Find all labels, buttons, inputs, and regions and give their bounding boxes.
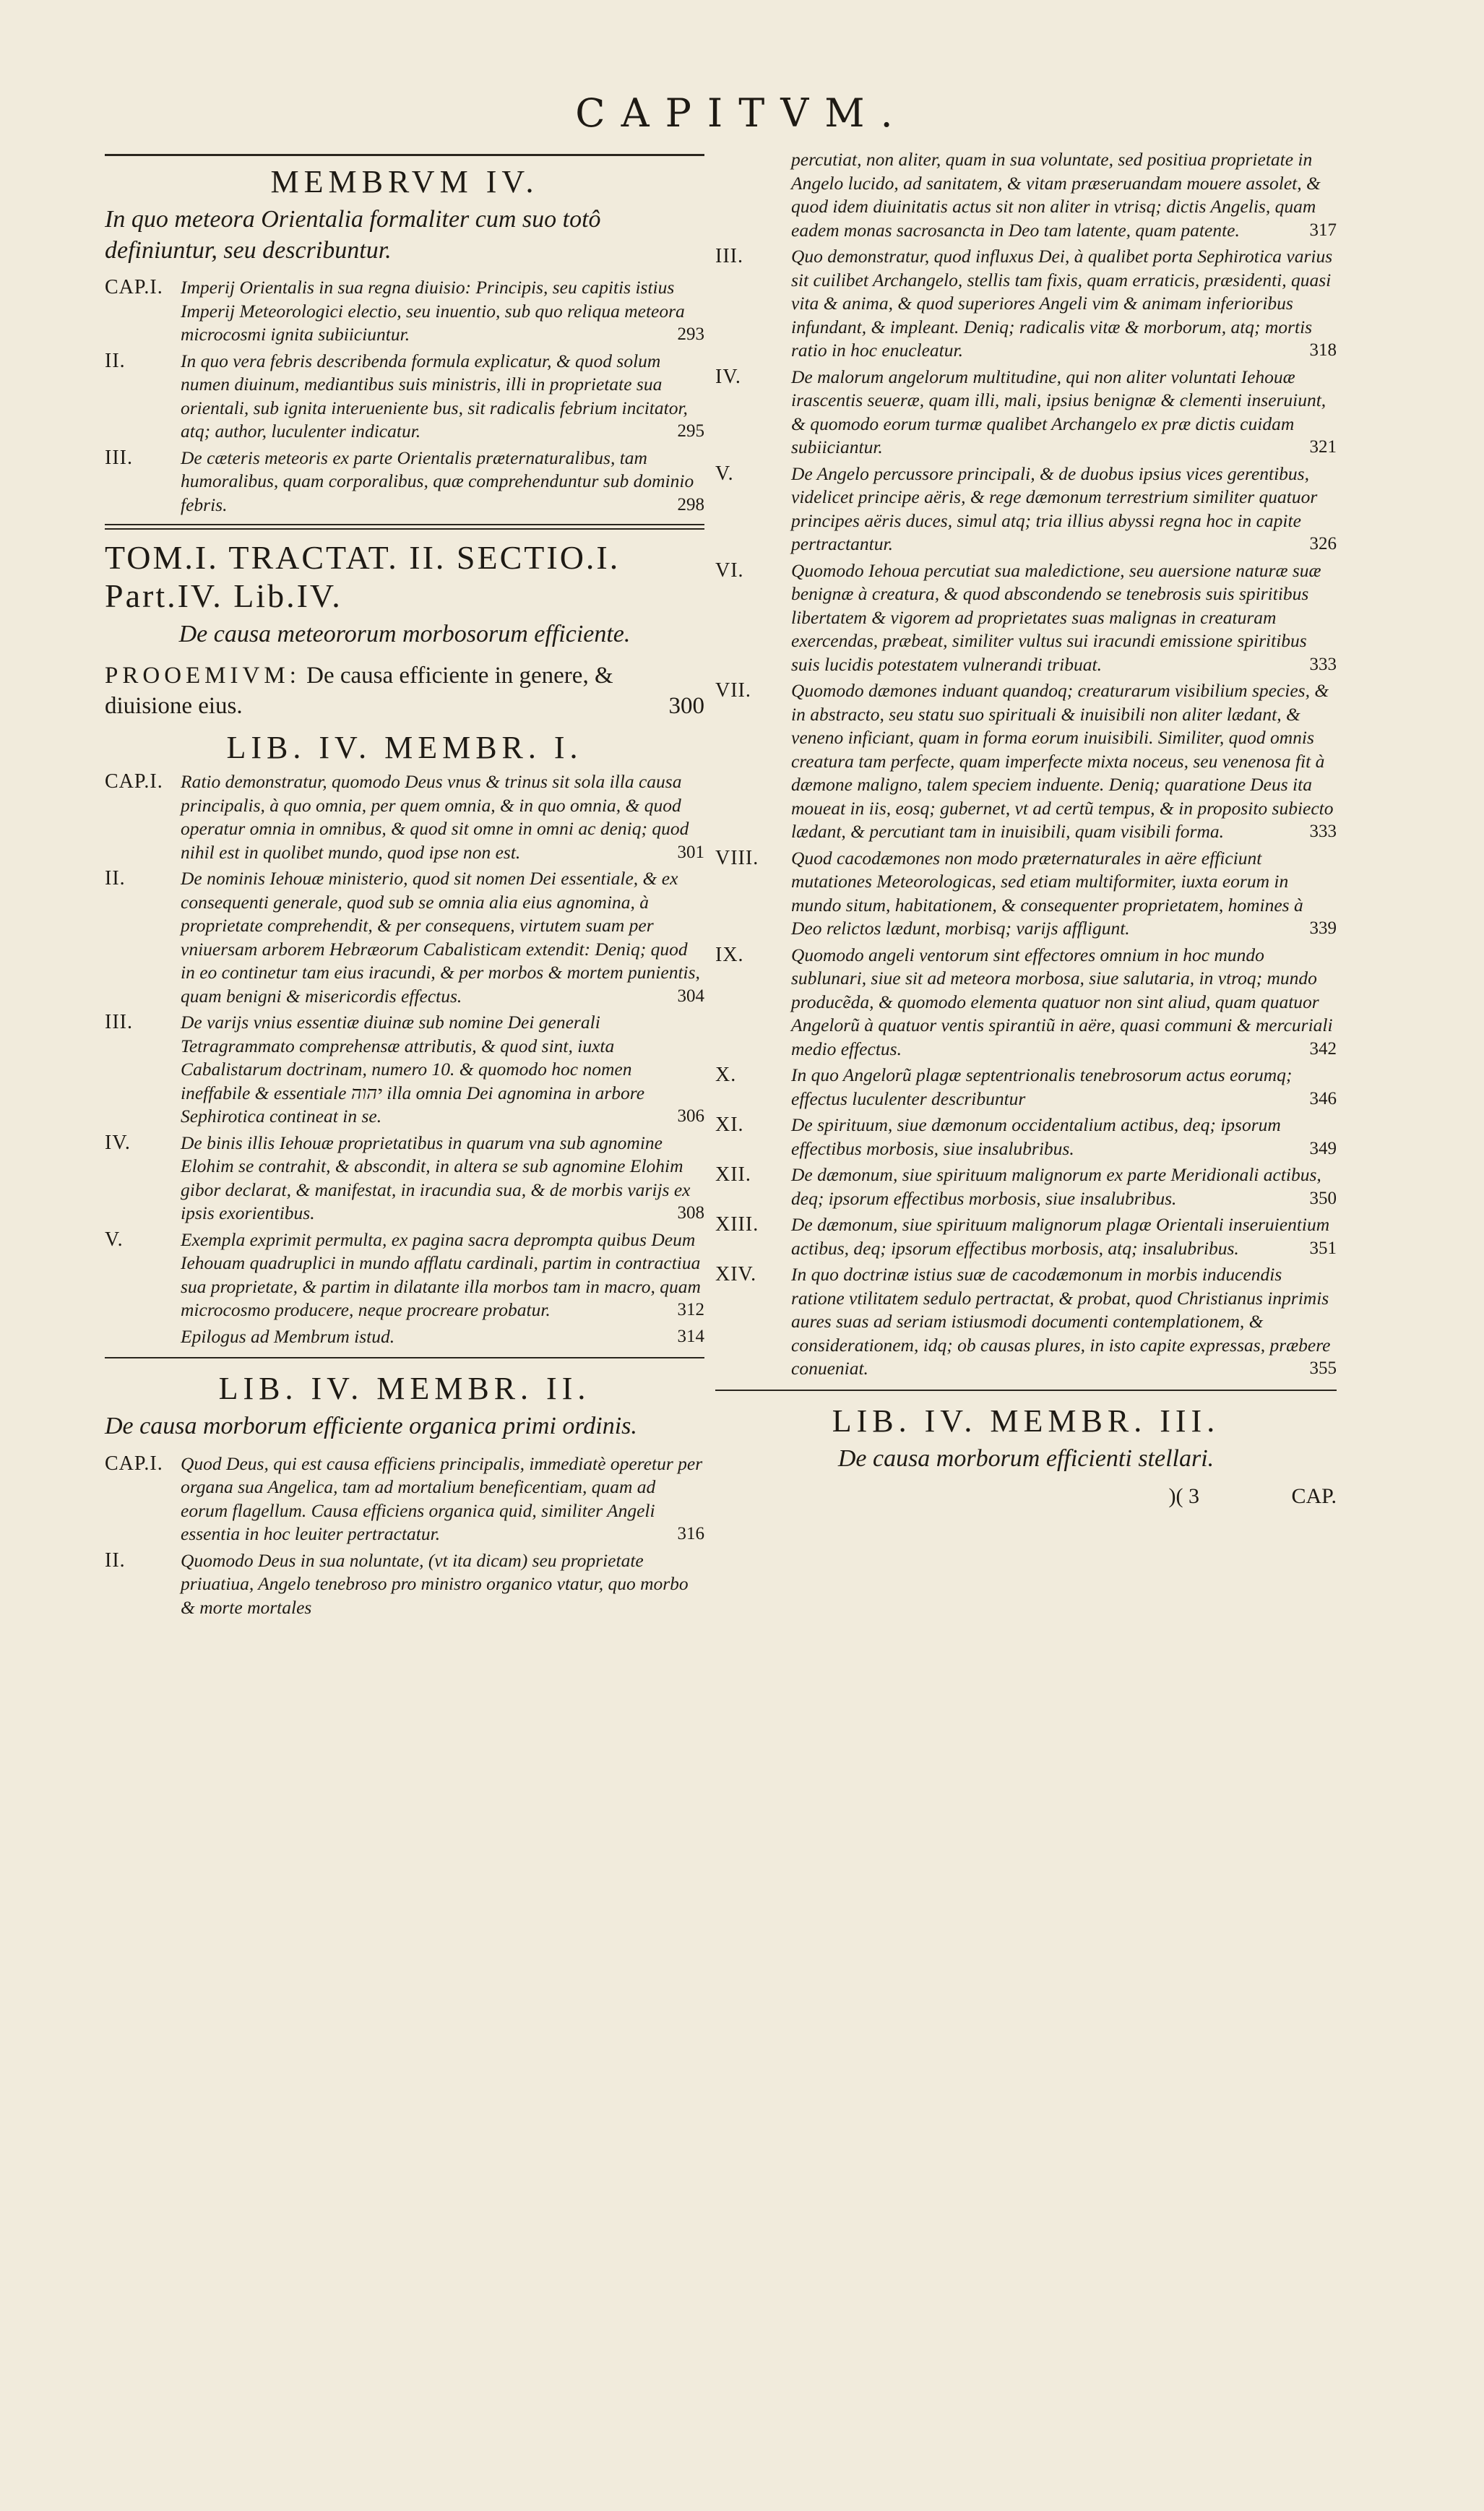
chapter-page-number: 298	[677, 494, 704, 514]
member4-chapter-list	[105, 276, 704, 517]
lib4m1-chapter-entry	[105, 867, 704, 1008]
chapter-number: II.	[105, 1549, 126, 1572]
continued-entry-text: percutiat, non aliter, quam in sua voluntate, sed positiua proprietate in Angelo lucido, ad sanitatem, & vitam præseruandam mouere assolet, & quod idem diuinitatis actus sit non aliter in vtrisq; dictis Angelis, quam eadem monas sacrosancta in Deo tam latente, quam patente.	[791, 149, 1321, 241]
chapter-number: XII.	[715, 1163, 751, 1186]
member4-subtitle: In quo meteora Orientalia formaliter cum suo totô definiuntur, seu describuntur.	[105, 206, 601, 264]
lib4-membr1-chapter-list	[105, 770, 704, 1348]
chapter-description: Quomodo Iehoua percutiat sua maledictione, seu auersione naturæ suæ benignæ à creatura, & quod abscondendo se tenebrosis suis spiritibus libertatem & vigorem ad proprietates suas malignas in creaturam exercendas, præbeat, similiter vultus sui iracundi emissione spiritibus suis lucidis potestatem vulnerandi tribuat.	[791, 559, 1321, 675]
chapter-number: IV.	[105, 1131, 131, 1154]
lib4m2-cont-chapter-entry	[715, 1114, 1337, 1160]
chapter-description: Quomodo dæmones induant quandoq; creaturarum visibilium species, & in abstracto, seu statu suo spirituali & inuisibili non aliter lædant, & veneno inficiant, quam in forma eorum inuisibili. Similiter, quod omnis creatura tam perfecte, quam imperfecte mixta noceus, seu venenosa fit à dæmone maligno, talem speciem induente. Deniq; quaratione Deus ita moueat in iis, eosq; gubernet, vt ad certũ tempus, & in proposito subiecto lædant, & percutiant tam in inuisibili, quam visibili forma.	[791, 680, 1334, 842]
chapter-page-number: 295	[677, 421, 704, 441]
lib4-membr2-subtitle: De causa morborum efficiente organica primi ordinis.	[105, 1413, 637, 1440]
chapter-description: De dæmonum, siue spirituum malignorum ex parte Meridionali actibus, deq; ipsorum effectibus morbosis, siue insalubribus.	[791, 1164, 1321, 1209]
lib4m2-cont-chapter-entry	[715, 847, 1337, 941]
chapter-number: IV.	[715, 365, 741, 388]
chapter-page-number: 355	[1309, 1358, 1337, 1378]
chapter-description: Ratio demonstratur, quomodo Deus vnus & trinus sit sola illa causa principalis, à quo omnia, per quem omnia, & in quo omnia, & quod operatur omnia in omnibus, & quod sit omne in omni ac deniq; quod nihil est in quolibet mundo, quod ipse non est.	[181, 771, 689, 863]
lib4m2-cont-chapter-entry	[715, 559, 1337, 677]
continued-entry	[715, 148, 1337, 242]
chapter-page-number: 333	[1309, 822, 1337, 841]
chapter-page-number: 350	[1309, 1188, 1337, 1208]
member4-chapter-entry	[105, 276, 704, 347]
lib4m2-cont-chapter-entry	[715, 462, 1337, 556]
chapter-page-number: 346	[1309, 1088, 1337, 1108]
chapter-page-number: 304	[677, 986, 704, 1006]
member4-title: MEMBRVM IV.	[270, 164, 539, 199]
chapter-number: XIV.	[715, 1263, 757, 1285]
lib4m1-chapter-entry	[105, 1011, 704, 1129]
section-rule	[105, 524, 704, 530]
chapter-page-number: 301	[677, 842, 704, 862]
chapter-number: VI.	[715, 559, 744, 582]
lib4m1-chapter-entry	[105, 1132, 704, 1226]
chapter-page-number: 342	[1309, 1038, 1337, 1059]
chapter-description: Quod cacodæmones non modo præternaturales in aëre efficiunt mutationes Meteorologicas, sed etiam multiformiter, iuxta eorum in mundo situm, habitationem, & consequenter proprietatem, homines à Deo relictos lædunt, morbisq; varijs affligunt.	[791, 847, 1303, 939]
membr3-rule	[715, 1390, 1337, 1391]
member4-chapter-entry	[105, 447, 704, 517]
lib4-membr3-title: LIB. IV. MEMBR. III.	[832, 1403, 1220, 1439]
chapter-page-number: 316	[677, 1524, 704, 1544]
chapter-description: Quomodo angeli ventorum sint effectores omnium in hoc mundo sublunari, siue sit ad meteora morbosa, siue salutaria, in vtroq; mundo producẽda, & quomodo elementa quatuor non sint aliud, quam quatuor Angelorũ à quatuor ventis spirantiũ in aëre, quasi communi & mercuriali medio effectus.	[791, 944, 1333, 1059]
footer-line	[715, 1484, 1337, 1509]
chapter-number: III.	[715, 245, 743, 267]
chapter-page-number: 333	[1309, 654, 1337, 674]
lib4-membr1-title: LIB. IV. MEMBR. I.	[226, 730, 583, 766]
chapter-number: III.	[105, 1011, 133, 1034]
chapter-description: Quo demonstratur, quod influxus Dei, à qualibet porta Sephirotica varius sit cuilibet Archangelo, stellis tam fixis, quam erraticis, præsidenti, quasi vita & anima, & quod superiores Angeli vim & animam inferioribus infundant, & impleant. Deniq; radicalis vitæ & morborum, atq; mortis ratio in hoc enucleatur.	[791, 246, 1333, 361]
chapter-number: X.	[715, 1064, 737, 1086]
chapter-description: In quo Angelorũ plagæ septentrionalis tenebrosorum actus eorumq; effectus luculenter describuntur	[791, 1064, 1293, 1109]
catchword: CAP.	[1291, 1484, 1337, 1508]
chapter-page-number: 326	[1309, 534, 1337, 554]
prooemium	[105, 660, 704, 723]
right-chapter-list	[715, 245, 1337, 1381]
chapter-page-number: 293	[677, 324, 704, 344]
chapter-page-number: 314	[677, 1326, 704, 1346]
chapter-description: De binis illis Iehouæ proprietatibus in quarum vna sub agnomine Elohim se contrahit, & abscondit, in altera se sub agnomine Elohim gibor declarat, & manifestat, in iracundia sua, & de morbis varijs ex ipsis exorientibus.	[181, 1132, 691, 1224]
lib4-membr2-chapter-list	[105, 1452, 704, 1620]
chapter-description: Exempla exprimit permulta, ex pagina sacra deprompta quibus Deum Iehouam quadruplici in mundo afflatu cardinali, partim in contractiua sua proprietate, & partim in dilatante illa morbos tam in macro, quam microcosmo producere, neque procreare probatur.	[181, 1228, 701, 1321]
continued-entry-page: 317	[1309, 220, 1337, 240]
membr2-rule	[105, 1357, 704, 1358]
chapter-description: Quomodo Deus in sua noluntate, (vt ita dicam) seu proprietate priuatiua, Angelo tenebroso pro ministro organico vtatur, quo morbo & morte mortales	[181, 1549, 689, 1618]
chapter-description: De malorum angelorum multitudine, qui non aliter voluntati Iehouæ irascentis seueræ, quam illi, mali, ipsius benignæ & clementi inseruiunt, & quomodo eorum turmæ qualibet Archangelo ex præ dictis cuidam subiiciantur.	[791, 366, 1326, 457]
prooemium-lead: PROOEMIVM:	[105, 662, 301, 689]
lib4m2-cont-chapter-entry	[715, 679, 1337, 844]
chapter-number: CAP.I.	[105, 770, 163, 793]
chapter-description: De cæteris meteoris ex parte Orientalis præternaturalibus, tam humoralibus, quam corporalibus, quæ comprehenduntur sub dominio febris.	[181, 447, 694, 515]
chapter-number: XI.	[715, 1114, 744, 1136]
chapter-number: VIII.	[715, 846, 759, 869]
lib4m2-chapter-entry	[105, 1549, 704, 1620]
member4-chapter-entry	[105, 350, 704, 444]
lib4m2-cont-chapter-entry	[715, 944, 1337, 1061]
chapter-number: II.	[105, 349, 126, 372]
prooemium-text: De causa efficiente in genere, & diuisione eius.	[105, 662, 613, 720]
chapter-description: In quo vera febris describenda formula explicatur, & quod solum numen diuinum, mediantibus suis ministris, illi in proprietate sua orientali, sub ignita interueniente bus, sit radicalis febrium incitator, atq; author, luculenter indicatur.	[181, 350, 688, 442]
chapter-number: III.	[105, 446, 133, 469]
lib4-membr3-subtitle: De causa morborum efficienti stellari.	[837, 1444, 1215, 1472]
chapter-page-number: 308	[677, 1203, 704, 1223]
right-column	[715, 148, 1337, 1509]
chapter-description: Imperij Orientalis in sua regna diuisio: Principis, seu capitis istius Imperij Meteorologici electio, seu inuentio, sub quo reliqua meteora microcosmi ignita subiiciuntur.	[181, 277, 685, 345]
lib4m2-cont-chapter-entry	[715, 1263, 1337, 1381]
chapter-page-number: 351	[1309, 1238, 1337, 1258]
lib4m2-cont-chapter-entry	[715, 1163, 1337, 1210]
chapter-page-number: 349	[1309, 1138, 1337, 1158]
top-rule	[105, 154, 704, 156]
lib4m2-cont-chapter-entry	[715, 245, 1337, 363]
chapter-number: V.	[105, 1228, 124, 1251]
chapter-description: De varijs vnius essentiæ diuinæ sub nomine Dei generali Tetragrammato comprehensæ attributis, & quod sint, iuxta Cabalistarum doctrinam, numero 10. & quomodo hoc nomen ineffabile & essentiale יהוה illa omnia Dei agnomina in arbore Sephirotica contineat in se.	[181, 1012, 645, 1127]
chapter-description: De nominis Iehouæ ministerio, quod sit nomen Dei essentiale, & ex consequenti generale, quod sub se omnia alia eius agnomina, à proprietate comprehendit, & per consequens, virtutem suam per vniuersam arborem Hebræorum Cabalisticam extendit: Deniq; quod in eo continetur tam eius iracundi, & per morbos & mortem punientis, quam benigni & misericordis effectus.	[181, 868, 700, 1007]
tom-subtitle: De causa meteororum morbosorum efficiente.	[178, 621, 631, 647]
chapter-page-number: 306	[677, 1106, 704, 1127]
chapter-description: De spirituum, siue dæmonum occidentalium actibus, deq; ipsorum effectibus morbosis, siue insalubribus.	[791, 1114, 1281, 1159]
left-column	[105, 148, 704, 1622]
chapter-number: V.	[715, 462, 734, 485]
chapter-number: II.	[105, 867, 126, 890]
chapter-number: CAP.I.	[105, 1452, 163, 1475]
chapter-description: De dæmonum, siue spirituum malignorum plagæ Orientali inseruientium actibus, deq; ipsorum effectibus morbosis, atq; insalubribus.	[791, 1214, 1330, 1259]
chapter-page-number: 339	[1309, 918, 1337, 938]
lib4m2-chapter-entry	[105, 1452, 704, 1546]
lib4m2-cont-chapter-entry	[715, 1064, 1337, 1111]
chapter-page-number: 312	[677, 1300, 704, 1320]
chapter-number: CAP.I.	[105, 276, 163, 298]
lib4m2-cont-chapter-entry	[715, 1213, 1337, 1260]
prooemium-page: 300	[668, 693, 704, 720]
chapter-page-number: 321	[1309, 437, 1337, 457]
tom-heading: TOM.I. TRACTAT. II. SECTIO.I. Part.IV. Lib.IV.	[105, 539, 621, 614]
lib4m1-chapter-entry	[105, 770, 704, 864]
chapter-number: VII.	[715, 679, 751, 702]
chapter-description: De Angelo percussore principali, & de duobus ipsius vices gerentibus, videlicet principe aëris, & rege dæmonum terrestrium similiter quatuor principes aëris duces, simul atq; tria illius abyssi regna hoc in capite pertractantur.	[791, 462, 1318, 554]
lib4m1-chapter-entry	[105, 1228, 704, 1322]
lib4m2-cont-chapter-entry	[715, 366, 1337, 460]
chapter-page-number: 318	[1309, 340, 1337, 360]
signature-mark: )( 3	[1168, 1484, 1199, 1508]
lib4-membr2-title: LIB. IV. MEMBR. II.	[218, 1371, 591, 1407]
chapter-number: XIII.	[715, 1213, 759, 1236]
running-head: CAPITVM.	[575, 90, 909, 136]
chapter-description: Quod Deus, qui est causa efficiens principalis, immediatè operetur per organa sua Angelica, tam ad mortalium beneficentiam, quam ad eorum flagellum. Causa efficiens organica quid, similiter Angeli essentia in hoc leuiter pertractatur.	[181, 1452, 703, 1545]
chapter-description: Epilogus ad Membrum istud.	[181, 1325, 395, 1347]
chapter-number: IX.	[715, 943, 744, 966]
chapter-description: In quo doctrinæ istius suæ de cacodæmonum in morbis inducendis ratione vtilitatem sedulo pertractat, & probat, quod Christianus inprimis aures suas ad seriam istiusmodi documenti contemplationem, & considerationem, idq; ob causas plures, in isto capite expressas, præbere conueniat.	[791, 1264, 1331, 1379]
lib4m1-chapter-entry	[105, 1325, 704, 1349]
